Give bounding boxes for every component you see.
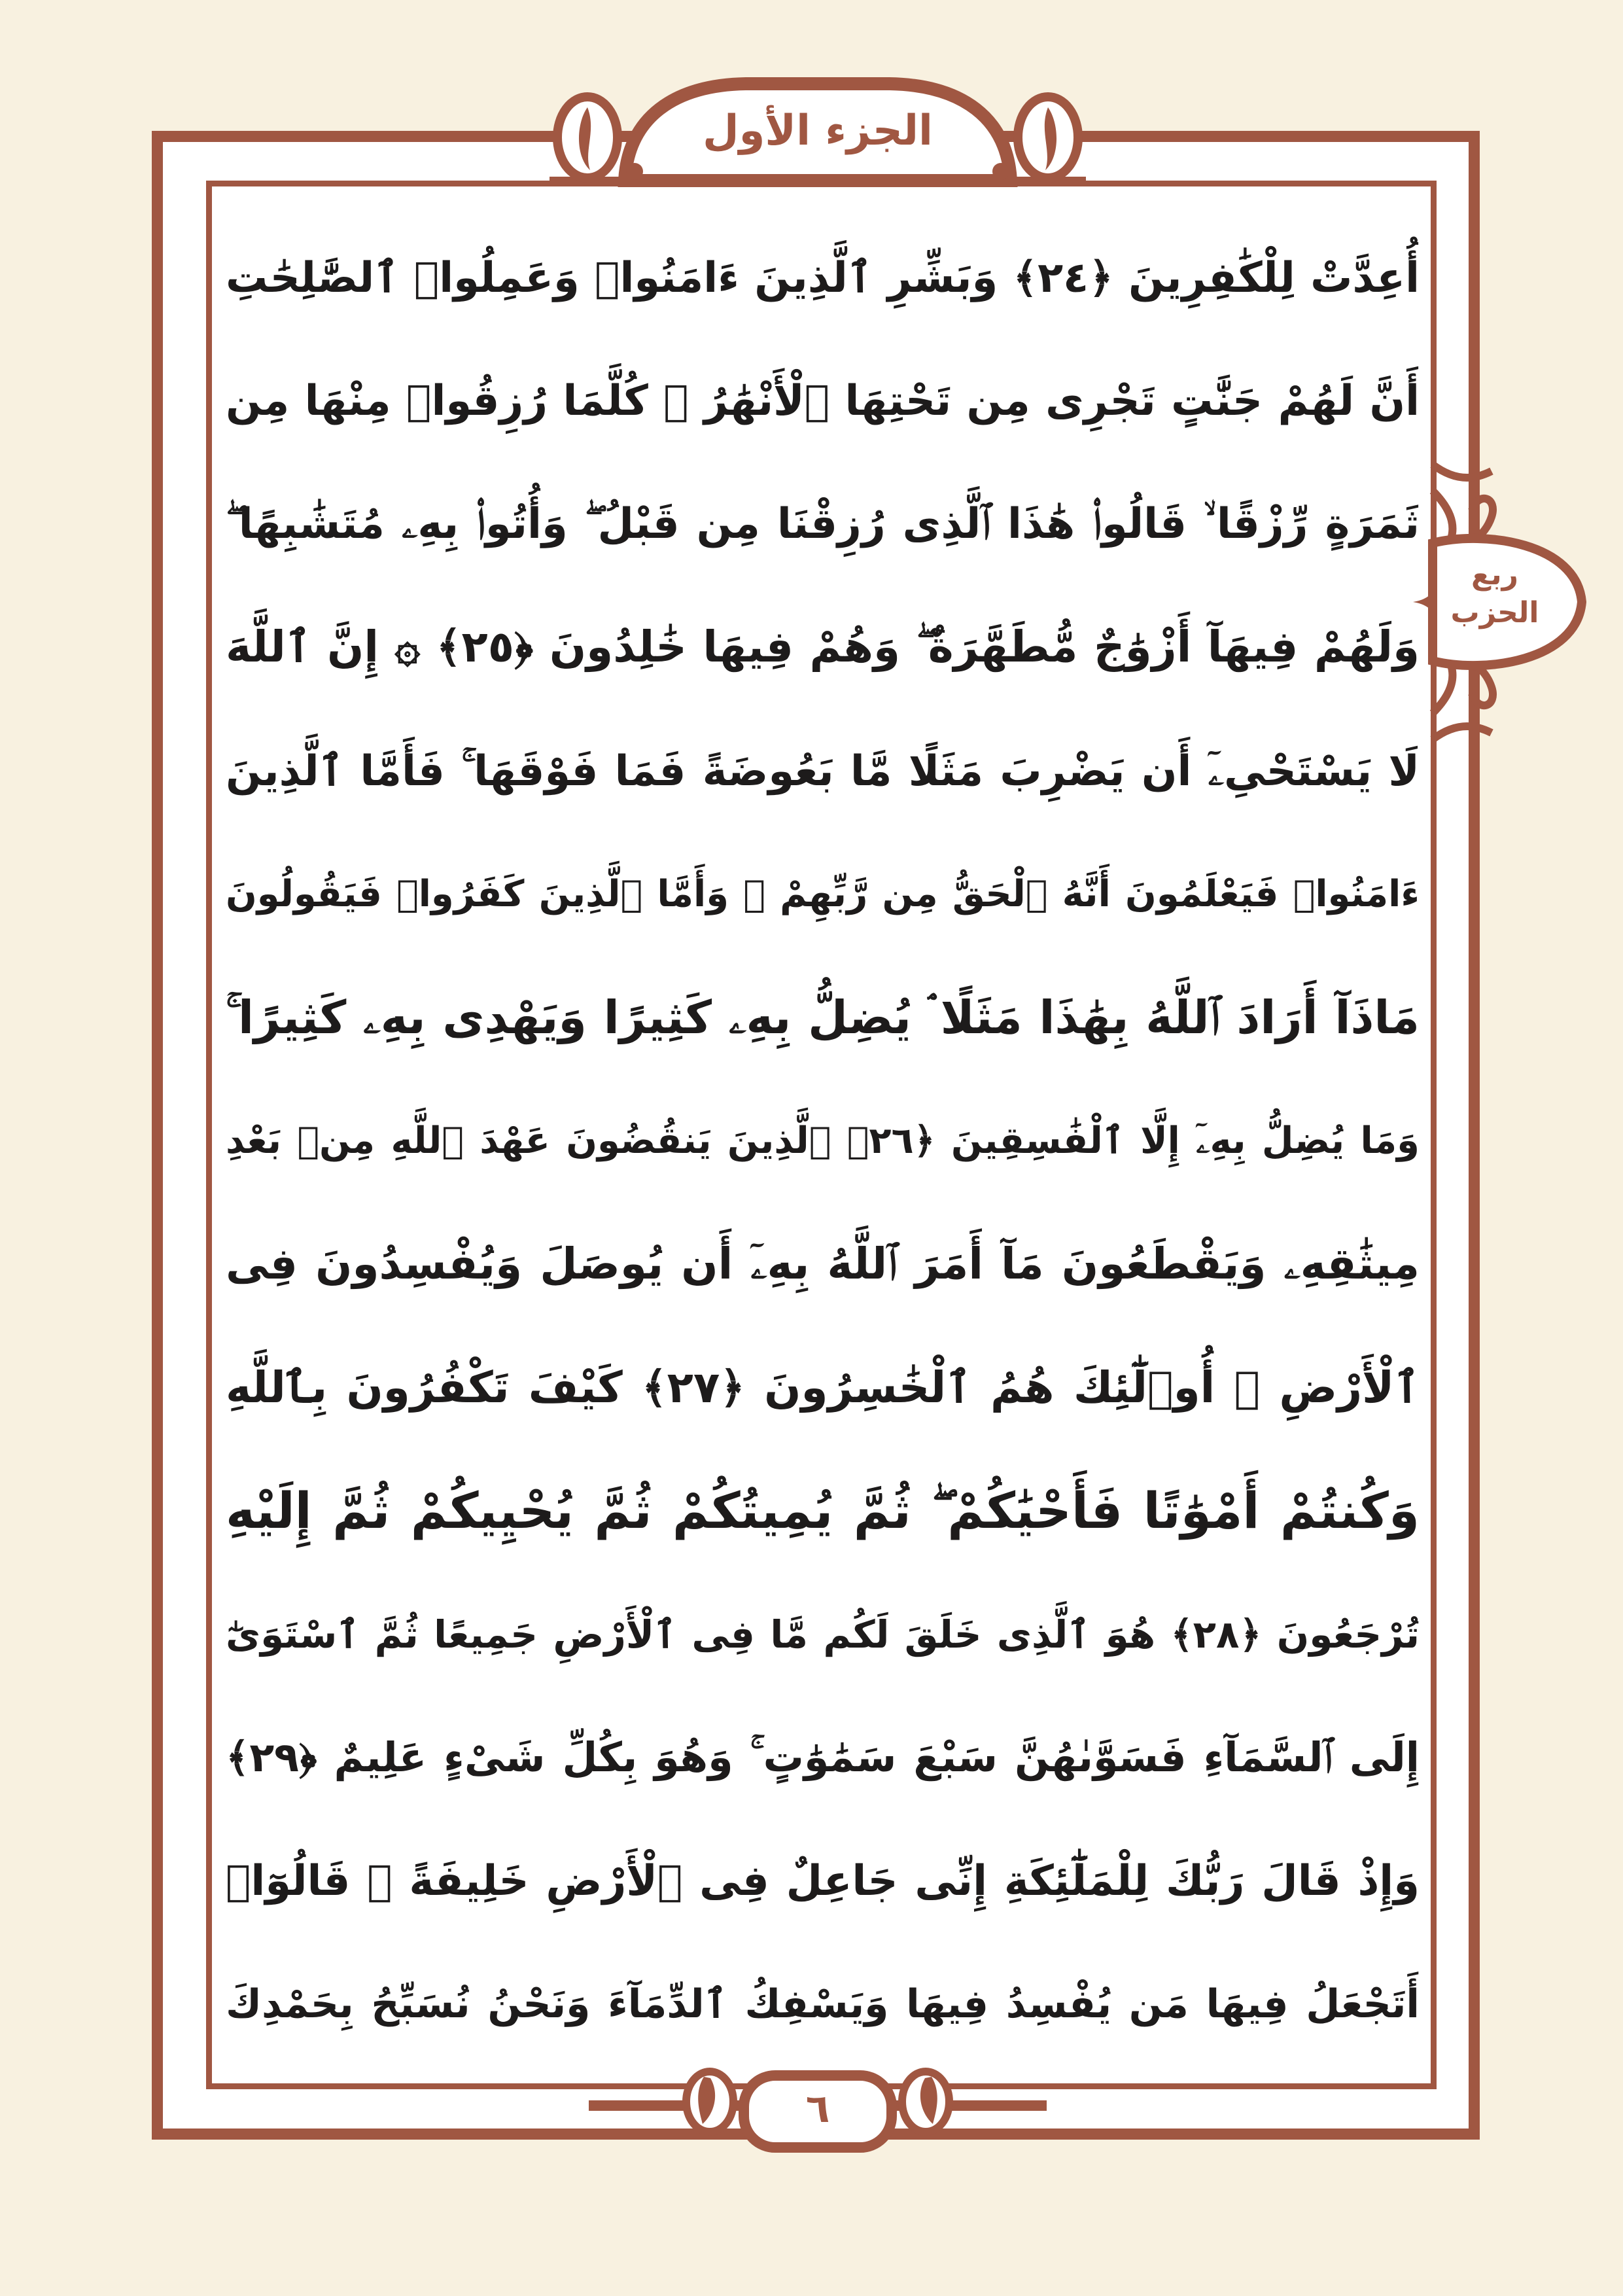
text-line bbox=[226, 1449, 1420, 1573]
footer-right-oval-ornament bbox=[902, 2072, 949, 2132]
text-line bbox=[226, 833, 1420, 957]
text-line-content: أَتَجْعَلُ فِيهَا مَن يُفْسِدُ فِيهَا وَيَسْفِكُ ٱلدِّمَآءَ وَنَحْنُ نُسَبِّحُ بِحَمْدِكَ bbox=[226, 1981, 1420, 2028]
text-line-content: وَلَهُمْ فِيهَآ أَزْوَٰجٌ مُّطَهَّرَةٌ ۖ وَهُمْ فِيهَا خَٰلِدُونَ ﴿٢٥﴾ ۞ إِنَّ ٱللَّهَ bbox=[226, 622, 1420, 673]
text-line bbox=[226, 1820, 1420, 1943]
text-line-content: تُرْجَعُونَ ﴿٢٨﴾ هُوَ ٱلَّذِى خَلَقَ لَكُم مَّا فِى ٱلْأَرْضِ جَمِيعًا ثُمَّ ٱسْتَوَىٰٓ bbox=[226, 1612, 1420, 1657]
text-line-content: ثَمَرَةٍ رِّزْقًا ۙ قَالُوا۟ هَٰذَا ٱلَّذِى رُزِقْنَا مِن قَبْلُ ۖ وَأُتُوا۟ بِهِۦ مُتَشَٰبِهًا ۖ bbox=[226, 500, 1420, 549]
text-line bbox=[226, 1696, 1420, 1820]
text-line bbox=[226, 1573, 1420, 1697]
header-right-oval-ornament bbox=[1018, 97, 1078, 178]
text-line bbox=[226, 463, 1420, 586]
text-line-content: أَنَّ لَهُمْ جَنَّٰتٍ تَجْرِى مِن تَحْتِهَا ٱلْأَنْهَٰرُ ۖ كُلَّمَا رُزِقُوا۟ مِنْهَا مِن bbox=[226, 376, 1420, 425]
text-line bbox=[226, 709, 1420, 833]
text-line bbox=[226, 1943, 1420, 2066]
text-line-content: مِيثَٰقِهِۦ وَيَقْطَعُونَ مَآ أَمَرَ ٱللَّهُ بِهِۦٓ أَن يُوصَلَ وَيُفْسِدُونَ فِى bbox=[226, 1238, 1420, 1289]
juz-title: الجزء الأول bbox=[703, 107, 933, 155]
text-line bbox=[226, 340, 1420, 463]
text-line-content: أُعِدَّتْ لِلْكَٰفِرِينَ ﴿٢٤﴾ وَبَشِّرِ ٱلَّذِينَ ءَامَنُوا۟ وَعَمِلُوا۟ ٱلصَّٰلِحَٰتِ bbox=[226, 253, 1420, 302]
hizb-quarter-label: ربع الحزب bbox=[1450, 558, 1539, 629]
text-line bbox=[226, 1080, 1420, 1203]
text-line-content: لَا يَسْتَحْىِۦٓ أَن يَضْرِبَ مَثَلًا مَّا بَعُوضَةً فَمَا فَوْقَهَا ۚ فَأَمَّا ٱلَّذِينَ bbox=[226, 747, 1420, 796]
text-line bbox=[226, 216, 1420, 340]
text-line-content: ٱلْأَرْضِ ۚ أُو۟لَٰٓئِكَ هُمُ ٱلْخَٰسِرُونَ ﴿٢٧﴾ كَيْفَ تَكْفُرُونَ بِٱللَّهِ bbox=[226, 1362, 1420, 1413]
text-line-content: وَكُنتُمْ أَمْوَٰتًا فَأَحْيَٰكُمْ ۖ ثُمَّ يُمِيتُكُمْ ثُمَّ يُحْيِيكُمْ ثُمَّ إِلَيْهِ bbox=[226, 1481, 1420, 1540]
text-line bbox=[226, 586, 1420, 710]
page-number: ٦ bbox=[805, 2086, 830, 2132]
quran-text-block bbox=[226, 216, 1420, 2068]
text-line-content: مَاذَآ أَرَادَ ٱللَّهُ بِهَٰذَا مَثَلًا ۘ يُضِلُّ بِهِۦ كَثِيرًا وَيَهْدِى بِهِۦ كَثِيرًا ۚ bbox=[226, 990, 1420, 1044]
text-line-content: وَإِذْ قَالَ رَبُّكَ لِلْمَلَٰٓئِكَةِ إِنِّى جَاعِلٌ فِى ٱلْأَرْضِ خَلِيفَةً ۖ قَالُوٓا۟ bbox=[226, 1856, 1420, 1905]
header-left-oval-ornament bbox=[557, 97, 618, 178]
text-line-content: وَمَا يُضِلُّ بِهِۦٓ إِلَّا ٱلْفَٰسِقِينَ ﴿٢٦﴾ ٱلَّذِينَ يَنقُضُونَ عَهْدَ ٱللَّهِ مِنۢ بَعْدِ bbox=[226, 1119, 1420, 1162]
text-line bbox=[226, 1326, 1420, 1450]
text-line-content: إِلَى ٱلسَّمَآءِ فَسَوَّىٰهُنَّ سَبْعَ سَمَٰوَٰتٍ ۚ وَهُوَ بِكُلِّ شَىْءٍ عَلِيمٌ ﴿٢٩﴾ bbox=[226, 1733, 1420, 1782]
text-line bbox=[226, 1203, 1420, 1326]
footer-left-oval-ornament bbox=[686, 2072, 733, 2132]
text-line bbox=[226, 956, 1420, 1080]
text-line-content: ءَامَنُوا۟ فَيَعْلَمُونَ أَنَّهُ ٱلْحَقُّ مِن رَّبِّهِمْ ۖ وَأَمَّا ٱلَّذِينَ كَفَرُوا۟ فَيَقُولُونَ bbox=[226, 873, 1420, 916]
